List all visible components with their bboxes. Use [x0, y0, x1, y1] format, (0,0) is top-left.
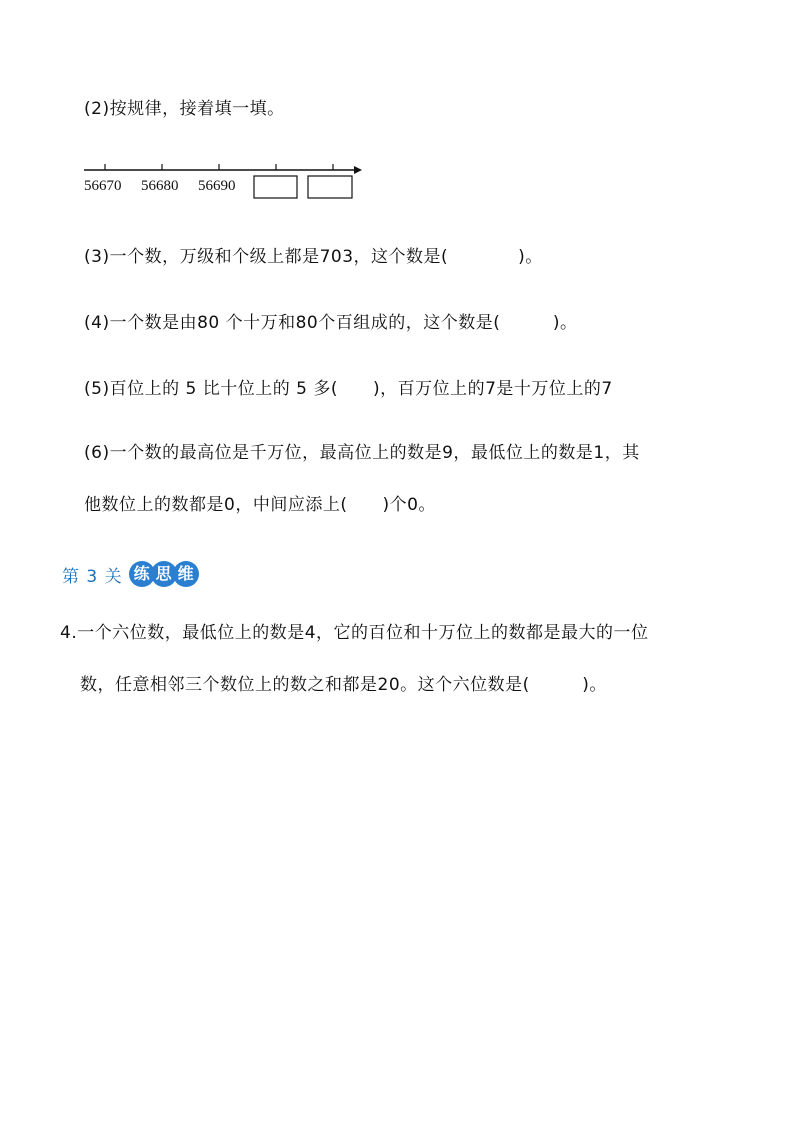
question-2-prompt: (2)按规律，接着填一填。 — [84, 99, 285, 119]
number-line — [80, 160, 370, 210]
section-title-char: 练 — [129, 561, 155, 587]
tick-label: 56680 — [141, 178, 179, 194]
question-6-line-2: 他数位上的数都是0，中间应添上( )个0。 — [84, 495, 436, 515]
section-level: 第 3 关 — [62, 566, 123, 587]
section-title-char: 思 — [151, 561, 177, 587]
question-4: (4)一个数是由80 个十万和80个百组成的，这个数是( )。 — [84, 313, 578, 333]
question-5: (5)百位上的 5 比十位上的 5 多( )，百万位上的7是十万位上的7 — [84, 379, 613, 399]
section-title — [129, 561, 195, 587]
answer-box-2[interactable] — [308, 176, 352, 198]
question-6-line-1: (6)一个数的最高位是千万位，最高位上的数是9，最低位上的数是1，其 — [84, 443, 640, 463]
tick-label: 56690 — [198, 178, 236, 194]
problem-4-line-2: 数，任意相邻三个数位上的数之和都是20。这个六位数是( )。 — [80, 675, 607, 695]
question-3: (3)一个数，万级和个级上都是703，这个数是( )。 — [84, 247, 543, 267]
arrow-icon — [354, 166, 362, 174]
problem-4-line-1: 4.一个六位数，最低位上的数是4，它的百位和十万位上的数都是最大的一位 — [60, 623, 649, 643]
section-title-char: 维 — [173, 561, 199, 587]
section-header — [62, 560, 195, 588]
tick-label: 56670 — [84, 178, 122, 194]
answer-box-1[interactable] — [254, 176, 297, 198]
